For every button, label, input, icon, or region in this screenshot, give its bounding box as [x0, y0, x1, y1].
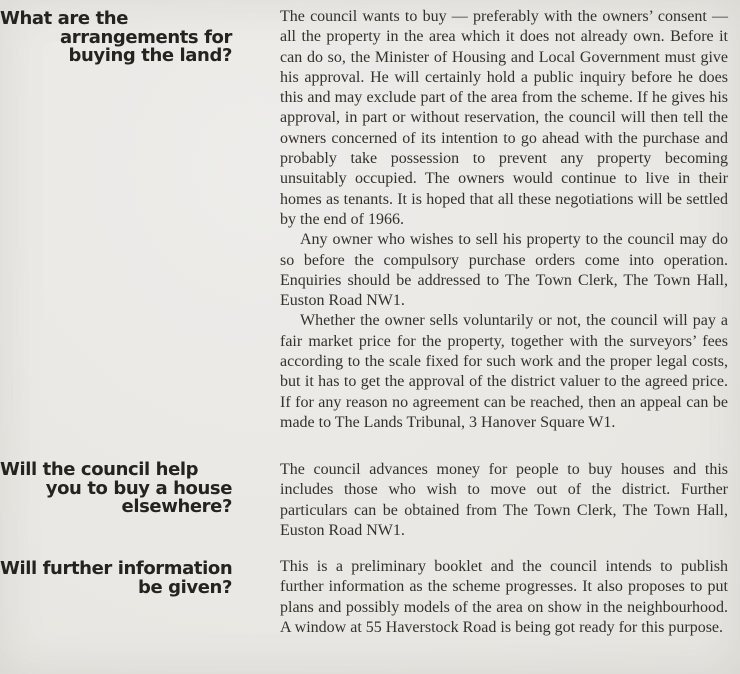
- answer-paragraph: Any owner who wishes to sell his property to the council may do so before the compulsory purchase orders come into operation. Enquiries should be addressed to The Town Clerk, The Town Hall, Euston Road NW1.: [280, 231, 728, 310]
- question-line: elsewhere?: [121, 496, 232, 517]
- question-line: be given?: [137, 576, 232, 598]
- question-buy-house-elsewhere: [0, 461, 232, 517]
- question-further-information: [0, 560, 232, 597]
- answer-buying-the-land: [280, 7, 728, 433]
- question-line: you to buy a house: [45, 477, 232, 499]
- question-buying-the-land: [0, 10, 232, 66]
- answer-further-information: [280, 557, 728, 638]
- question-line: What are the: [0, 8, 129, 29]
- question-line: Will the council help: [0, 459, 199, 480]
- question-line: arrangements for: [60, 26, 232, 48]
- answer-paragraph: Whether the owner sells voluntarily or not, the council will pay a fair market price for the property, together with the surveyors’ fees according to the scale fixed for such work and the proper legal costs, but it has to get the approval of the district valuer to the agreed price. If for any reason no agreement can be reached, then an appeal can be made to The Lands Tribunal, 3 Hanover Square W1.: [280, 312, 728, 431]
- answer-buy-house-elsewhere: [280, 460, 728, 541]
- answer-paragraph: This is a preliminary booklet and the council intends to publish further information as the scheme progresses. It also proposes to put plans and possibly models of the area on show in the neighbourhood. A window at 55 Haverstock Road is being got ready for this purpose.: [280, 558, 728, 636]
- question-line: Will further information: [0, 558, 233, 579]
- question-line: buying the land?: [68, 45, 232, 66]
- answer-paragraph: The council wants to buy — preferably with the owners’ consent — all the property in the area which it does not already own. Before it can do so, the Minister of Housing and Local Government must give his approval. He will certainly hold a public inquiry before he does this and may exclude part of the area from the scheme. If he gives his approval, in part or without reservation, the council will then tell the owners concerned of its intention to go ahead with the purchase and probably take possession to prevent any property becoming unsuitably occupied. The owners would continue to live in their homes as tenants. It is hoped that all these negotiations will be settled by the end of 1966.: [280, 8, 728, 228]
- answer-paragraph: The council advances money for people to buy houses and this includes those who wish to move out of the district. Further particulars can be obtained from The Town Clerk, The Town Hall, Euston Road NW1.: [280, 461, 728, 539]
